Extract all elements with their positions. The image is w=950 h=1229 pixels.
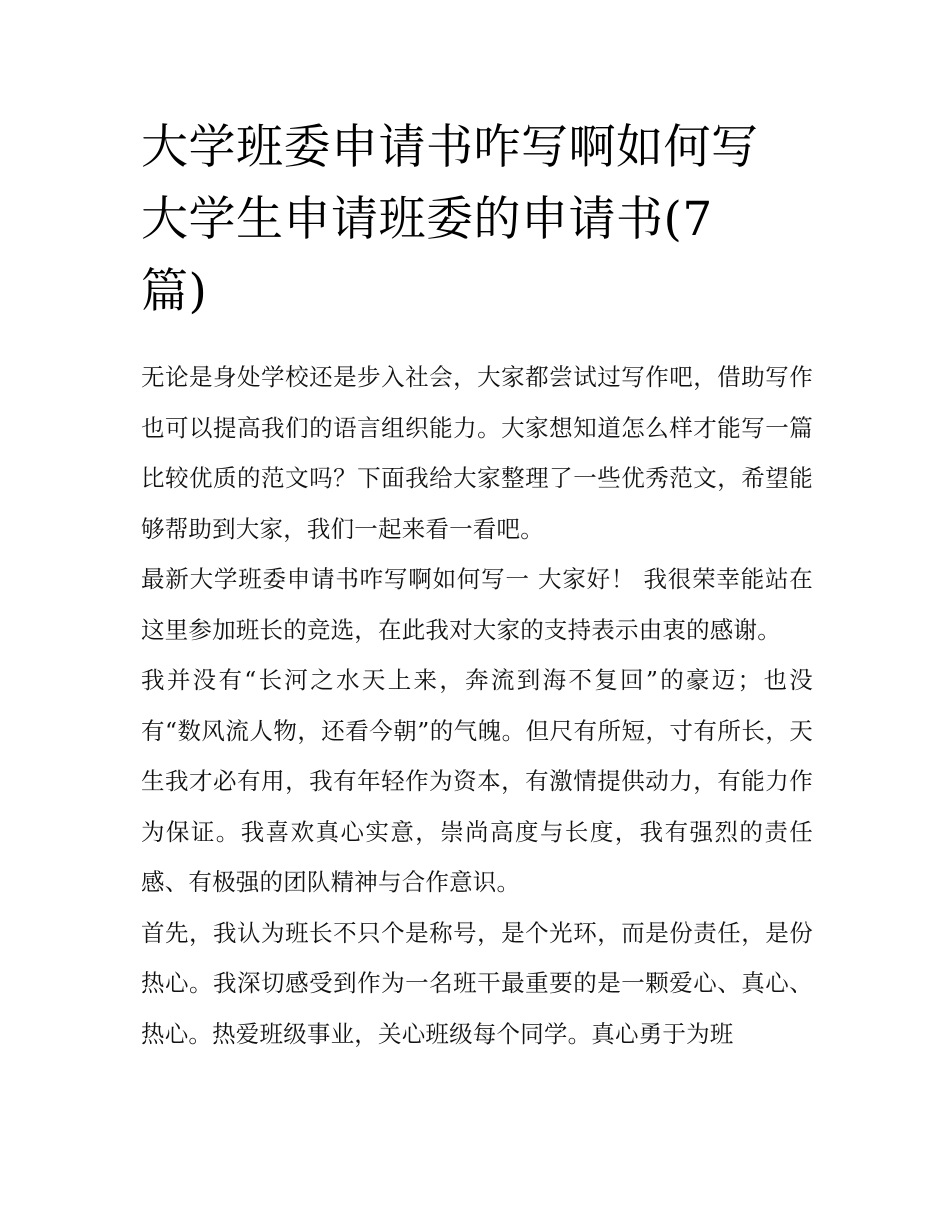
document-page — [141, 112, 813, 1059]
title-line-3: 篇) — [141, 264, 208, 319]
paragraph-greeting: 最新大学班委申请书咋写啊如何写一 大家好！ 我很荣幸能站在这里参加班长的竞选，在此我对大家的支持表示由衷的感谢。 — [141, 565, 813, 644]
paragraph-responsibility: 首先，我认为班长不只个是称号，是个光环，而是份责任，是份热心。我深切感受到作为一名班干最重要的是一颗爱心、真心、热心。热爱班级事业，关心班级每个同学。真心勇于为班 — [141, 918, 813, 1048]
paragraph-intro: 无论是身处学校还是步入社会，大家都尝试过写作吧，借助写作也可以提高我们的语言组织能力。大家想知道怎么样才能写一篇比较优质的范文吗？下面我给大家整理了一些优秀范文，希望能够帮助到大家，我们一起来看一看吧。 — [141, 363, 813, 543]
title-line-2: 大学生申请班委的申请书(7 — [141, 192, 713, 247]
paragraph-self-description: 我并没有“长河之水天上来，奔流到海不复回”的豪迈；也没有“数风流人物，还看今朝”的气魄。但尺有所短，寸有所长，天生我才必有用，我有年轻作为资本，有激情提供动力，有能力作为保证。我喜欢真心实意，崇尚高度与长度，我有强烈的责任感、有极强的团队精神与合作意识。 — [141, 666, 813, 896]
document-title — [141, 112, 813, 328]
document-body — [141, 352, 813, 1059]
title-line-1: 大学班委申请书咋写啊如何写 — [141, 120, 759, 175]
